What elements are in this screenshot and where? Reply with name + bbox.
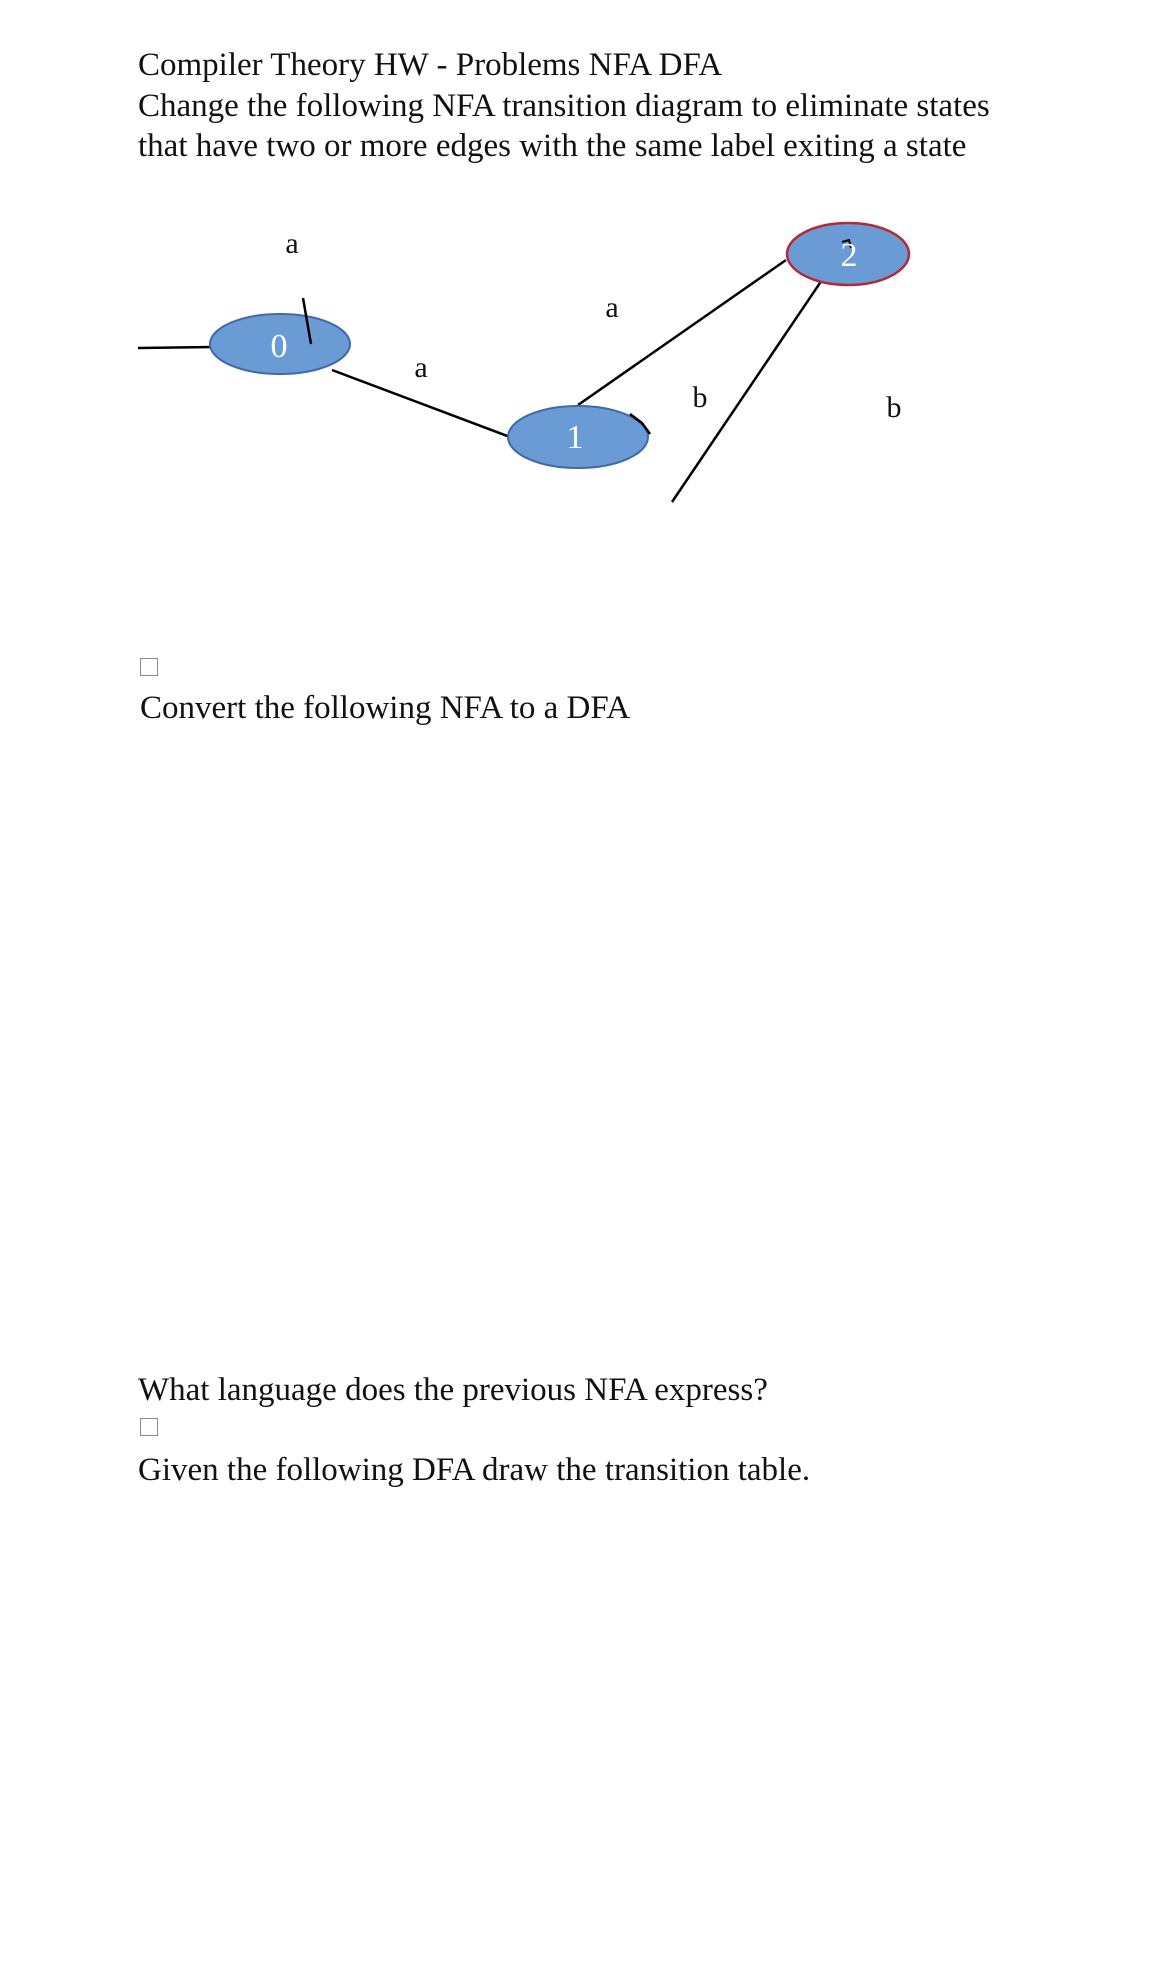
question-transition-table: Given the following DFA draw the transition table.	[138, 1452, 811, 1488]
answer-checkbox-1[interactable]	[140, 658, 158, 676]
instruction-line-1: Change the following NFA transition diagram to eliminate states	[138, 88, 990, 124]
edge-label-self-loop-0: a	[285, 227, 299, 260]
state-0-label: 0	[270, 328, 288, 365]
edge-label-0-to-1: a	[414, 351, 428, 384]
edge-label-self-loop-2: b	[886, 391, 902, 424]
question-language: What language does the previous NFA express?	[138, 1372, 768, 1408]
nfa-diagram	[0, 0, 1170, 560]
answer-checkbox-2[interactable]	[140, 1418, 158, 1436]
state-2-label: 2	[840, 237, 858, 274]
instruction-line-2: that have two or more edges with the same label exiting a state	[138, 128, 967, 164]
page-title: Compiler Theory HW - Problems NFA DFA	[138, 47, 723, 83]
edge-label-2-to-1: b	[692, 381, 708, 414]
start-edge	[138, 347, 213, 348]
edge-label-1-to-2: a	[605, 291, 619, 324]
state-1-label: 1	[566, 419, 584, 456]
edge-1-to-2	[578, 260, 786, 405]
question-convert: Convert the following NFA to a DFA	[140, 690, 631, 726]
